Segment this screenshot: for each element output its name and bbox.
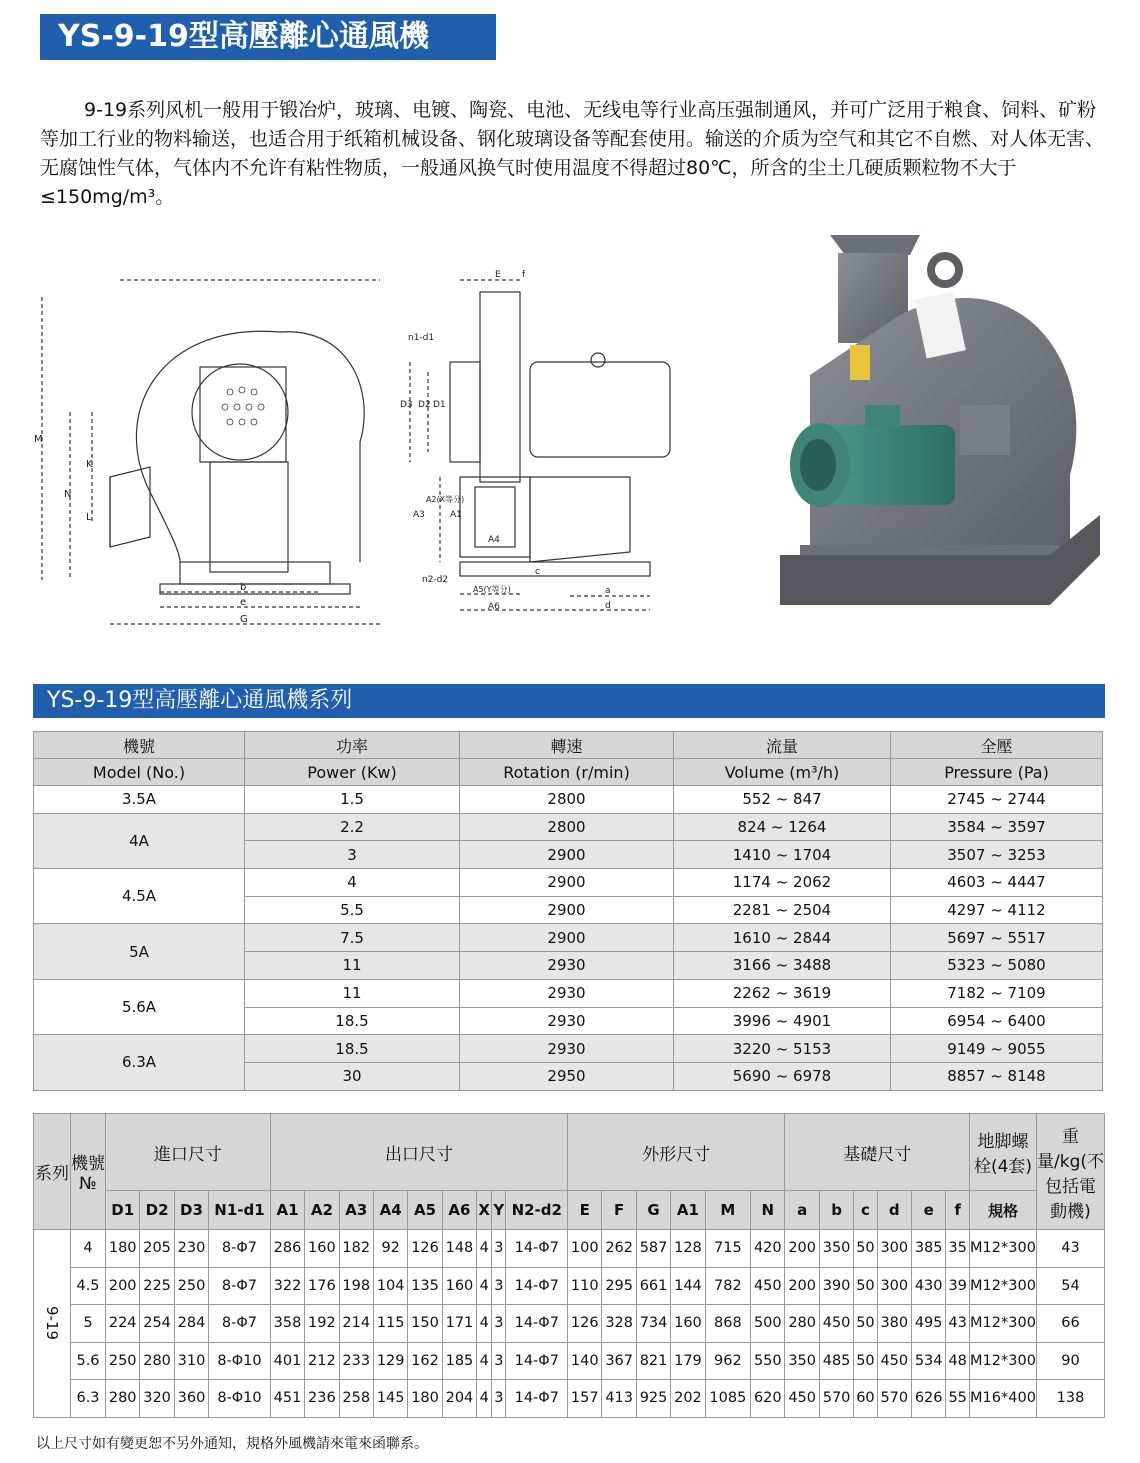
dim-cell: 138 xyxy=(1037,1380,1105,1418)
volume-cell: 5690 ~ 6978 xyxy=(674,1062,891,1090)
dim-cell: 104 xyxy=(373,1267,407,1305)
dim-cell: 214 xyxy=(339,1305,373,1343)
dim-cell: 4 xyxy=(477,1380,492,1418)
dim-cell: 310 xyxy=(174,1342,208,1380)
dim-cell: 4 xyxy=(477,1267,492,1305)
perf-header-volume-cn: 流量 xyxy=(674,732,891,759)
pressure-cell: 4297 ~ 4112 xyxy=(891,896,1103,924)
rotation-cell: 2930 xyxy=(460,1007,674,1035)
volume-cell: 1174 ~ 2062 xyxy=(674,869,891,897)
volume-cell: 2262 ~ 3619 xyxy=(674,979,891,1007)
dim-cell: 500 xyxy=(751,1305,785,1343)
dim-cell: 200 xyxy=(785,1230,819,1268)
dim-cell: 200 xyxy=(106,1267,140,1305)
dim-cell: 35 xyxy=(946,1230,970,1268)
dim-cell: 230 xyxy=(174,1230,208,1268)
dim-cell: 182 xyxy=(339,1230,373,1268)
dim-cell: 55 xyxy=(946,1380,970,1418)
dim-cell: 198 xyxy=(339,1267,373,1305)
dim-cell: 100 xyxy=(568,1230,602,1268)
power-cell: 5.5 xyxy=(245,896,460,924)
dim-cell: 14-Φ7 xyxy=(506,1267,568,1305)
label-e: e xyxy=(240,597,247,608)
dim-cell: 192 xyxy=(305,1305,339,1343)
perf-header-cn xyxy=(34,732,1103,759)
dim-cell: 258 xyxy=(339,1380,373,1418)
dim-subheader: A1 xyxy=(671,1191,705,1230)
dim-cell: 485 xyxy=(819,1342,853,1380)
dim-cell: 8-Φ7 xyxy=(209,1305,271,1343)
dim-cell: 8-Φ10 xyxy=(209,1342,271,1380)
table-row xyxy=(34,924,1103,952)
pressure-cell: 3584 ~ 3597 xyxy=(891,813,1103,841)
dim-header-series: 系列 xyxy=(34,1114,71,1230)
dim-cell: 110 xyxy=(568,1267,602,1305)
rotation-cell: 2930 xyxy=(460,952,674,980)
dim-cell: 50 xyxy=(854,1230,877,1268)
model-cell: 6.3A xyxy=(34,1035,245,1090)
dim-cell: 43 xyxy=(1037,1230,1105,1268)
dim-cell: 160 xyxy=(442,1267,476,1305)
pressure-cell: 7182 ~ 7109 xyxy=(891,979,1103,1007)
dim-subheader: G xyxy=(636,1191,670,1230)
pressure-cell: 9149 ~ 9055 xyxy=(891,1035,1103,1063)
dim-header-bolt: 地脚螺栓(4套) xyxy=(970,1114,1037,1191)
rotation-cell: 2930 xyxy=(460,979,674,1007)
label-D3: D3 xyxy=(400,400,413,410)
rotation-cell: 2900 xyxy=(460,896,674,924)
technical-drawing xyxy=(30,262,750,642)
dim-cell: 385 xyxy=(911,1230,945,1268)
dim-cell: 14-Φ7 xyxy=(506,1230,568,1268)
dim-cell: 626 xyxy=(911,1380,945,1418)
dim-subheader: f xyxy=(946,1191,970,1230)
dim-cell: 401 xyxy=(270,1342,304,1380)
dim-cell: 390 xyxy=(819,1267,853,1305)
label-a: a xyxy=(605,586,611,596)
label-A4: A4 xyxy=(488,535,500,545)
dim-cell: 358 xyxy=(270,1305,304,1343)
dim-cell: 200 xyxy=(785,1267,819,1305)
table-row xyxy=(34,1267,1105,1305)
dim-cell: 413 xyxy=(602,1380,636,1418)
perf-header-volume-en: Volume (m³/h) xyxy=(674,759,891,786)
dim-cell: 233 xyxy=(339,1342,373,1380)
rotation-cell: 2900 xyxy=(460,869,674,897)
label-D1: D1 xyxy=(433,400,446,410)
power-cell: 7.5 xyxy=(245,924,460,952)
dim-cell: 236 xyxy=(305,1380,339,1418)
rotation-cell: 2930 xyxy=(460,1035,674,1063)
dim-subheader: M xyxy=(705,1191,750,1230)
dim-cell: 129 xyxy=(373,1342,407,1380)
dim-cell: 180 xyxy=(408,1380,442,1418)
dim-cell: 92 xyxy=(373,1230,407,1268)
dim-subheader: X xyxy=(477,1191,492,1230)
dim-cell: 280 xyxy=(106,1380,140,1418)
dim-cell: 450 xyxy=(785,1380,819,1418)
dim-cell: 734 xyxy=(636,1305,670,1343)
dim-cell: 420 xyxy=(751,1230,785,1268)
label-n2-d2: n2-d2 xyxy=(422,575,449,585)
dim-subheader: A4 xyxy=(373,1191,407,1230)
dim-cell: 451 xyxy=(270,1380,304,1418)
dim-header-outlet: 出口尺寸 xyxy=(270,1114,567,1191)
dim-cell: 250 xyxy=(174,1267,208,1305)
dim-cell: 284 xyxy=(174,1305,208,1343)
power-cell: 18.5 xyxy=(245,1007,460,1035)
dim-cell: 8-Φ7 xyxy=(209,1267,271,1305)
dim-cell: 322 xyxy=(270,1267,304,1305)
dim-cell: 280 xyxy=(140,1342,174,1380)
dim-cell: 50 xyxy=(854,1342,877,1380)
dim-cell: 367 xyxy=(602,1342,636,1380)
dim-header-inlet: 進口尺寸 xyxy=(106,1114,271,1191)
rotation-cell: 2900 xyxy=(460,924,674,952)
dim-header-row-2 xyxy=(34,1191,1105,1230)
dim-cell: 254 xyxy=(140,1305,174,1343)
dim-cell: 570 xyxy=(877,1380,911,1418)
model-cell: 4 xyxy=(71,1230,106,1268)
dim-cell: 205 xyxy=(140,1230,174,1268)
pressure-cell: 2745 ~ 2744 xyxy=(891,786,1103,814)
dim-cell: 185 xyxy=(442,1342,476,1380)
dim-cell: 8-Φ7 xyxy=(209,1230,271,1268)
dim-subheader: D1 xyxy=(106,1191,140,1230)
table-row xyxy=(34,1035,1103,1063)
perf-header-power-en: Power (Kw) xyxy=(245,759,460,786)
dim-cell: 179 xyxy=(671,1342,705,1380)
dim-cell: 176 xyxy=(305,1267,339,1305)
dim-cell: 250 xyxy=(106,1342,140,1380)
dim-cell: M12*300 xyxy=(970,1305,1037,1343)
dim-cell: 3 xyxy=(492,1342,506,1380)
dim-cell: 925 xyxy=(636,1380,670,1418)
dim-cell: 126 xyxy=(568,1305,602,1343)
label-A6: A6 xyxy=(488,602,500,612)
dim-header-outline: 外形尺寸 xyxy=(568,1114,785,1191)
dim-cell: 224 xyxy=(106,1305,140,1343)
volume-cell: 824 ~ 1264 xyxy=(674,813,891,841)
dim-cell: 868 xyxy=(705,1305,750,1343)
dim-cell: 430 xyxy=(911,1267,945,1305)
intro-text: 9-19系列风机一般用于锻冶炉，玻璃、电镀、陶瓷、电池、无线电等行业高压强制通风，并可广泛用于粮食、饲料、矿粉等加工行业的物料输送，也适合用于纸箱机械设备、钢化玻璃设备等配套使用。输送的介质为空气和其它不自燃、对人体无害、无腐蚀性气体，气体内不允许有粘性物质，一般通风换气时使用温度不得超过80℃，所含的尘土几硬质颗粒物不大于≤150mg/m³。 xyxy=(40,99,1105,208)
dim-subheader: e xyxy=(911,1191,945,1230)
label-d: d xyxy=(605,601,611,611)
dim-cell: 3 xyxy=(492,1267,506,1305)
label-D2: D2 xyxy=(418,400,431,410)
fan-product-photo xyxy=(770,225,1110,665)
label-N: N xyxy=(64,489,72,500)
dim-cell: 14-Φ7 xyxy=(506,1380,568,1418)
perf-header-en xyxy=(34,759,1103,786)
dim-header-foundation: 基礎尺寸 xyxy=(785,1114,970,1191)
dim-cell: 50 xyxy=(854,1305,877,1343)
perf-header-rotation-cn: 轉速 xyxy=(460,732,674,759)
label-G: G xyxy=(240,614,248,625)
model-cell: 5.6A xyxy=(34,979,245,1034)
dim-cell: 66 xyxy=(1037,1305,1105,1343)
volume-cell: 3220 ~ 5153 xyxy=(674,1035,891,1063)
pressure-cell: 5697 ~ 5517 xyxy=(891,924,1103,952)
series-title: YS-9-19型高壓離心通風機系列 xyxy=(33,684,1105,718)
perf-header-model-cn: 機號 xyxy=(34,732,245,759)
dim-cell: 43 xyxy=(946,1305,970,1343)
dim-cell: 350 xyxy=(785,1342,819,1380)
dim-cell: 450 xyxy=(819,1305,853,1343)
dim-subheader: A6 xyxy=(442,1191,476,1230)
dim-cell: 150 xyxy=(408,1305,442,1343)
dim-cell: 350 xyxy=(819,1230,853,1268)
dim-cell: 280 xyxy=(785,1305,819,1343)
table-row xyxy=(34,813,1103,841)
dim-subheader: A2 xyxy=(305,1191,339,1230)
volume-cell: 552 ~ 847 xyxy=(674,786,891,814)
dim-cell: 360 xyxy=(174,1380,208,1418)
dim-cell: 54 xyxy=(1037,1267,1105,1305)
dim-subheader: N2-d2 xyxy=(506,1191,568,1230)
rotation-cell: 2900 xyxy=(460,841,674,869)
dim-cell: 450 xyxy=(877,1342,911,1380)
perf-header-model-en: Model (No.) xyxy=(34,759,245,786)
dim-cell: 821 xyxy=(636,1342,670,1380)
dim-cell: 300 xyxy=(877,1267,911,1305)
pressure-cell: 8857 ~ 8148 xyxy=(891,1062,1103,1090)
model-cell: 5 xyxy=(71,1305,106,1343)
dim-cell: 570 xyxy=(819,1380,853,1418)
dim-cell: 782 xyxy=(705,1267,750,1305)
pressure-cell: 4603 ~ 4447 xyxy=(891,869,1103,897)
dim-cell: 160 xyxy=(305,1230,339,1268)
dim-cell: 262 xyxy=(602,1230,636,1268)
label-A3: A3 xyxy=(413,510,425,520)
dim-cell: 620 xyxy=(751,1380,785,1418)
power-cell: 4 xyxy=(245,869,460,897)
dim-header-row-1 xyxy=(34,1114,1105,1191)
power-cell: 11 xyxy=(245,952,460,980)
dim-cell: 380 xyxy=(877,1305,911,1343)
volume-cell: 2281 ~ 2504 xyxy=(674,896,891,924)
dim-cell: 145 xyxy=(373,1380,407,1418)
dim-subheader: D2 xyxy=(140,1191,174,1230)
series-cell: 9-19 xyxy=(34,1230,71,1418)
dim-cell: 715 xyxy=(705,1230,750,1268)
dim-subheader: E xyxy=(568,1191,602,1230)
rotation-cell: 2800 xyxy=(460,813,674,841)
dim-cell: 587 xyxy=(636,1230,670,1268)
dim-cell: 495 xyxy=(911,1305,945,1343)
dim-cell: 328 xyxy=(602,1305,636,1343)
dim-subheader: b xyxy=(819,1191,853,1230)
dim-cell: 202 xyxy=(671,1380,705,1418)
dim-cell: 171 xyxy=(442,1305,476,1343)
dim-cell: 4 xyxy=(477,1230,492,1268)
volume-cell: 3996 ~ 4901 xyxy=(674,1007,891,1035)
label-n1-d1: n1-d1 xyxy=(408,333,435,343)
dim-subheader: N xyxy=(751,1191,785,1230)
dim-cell: 212 xyxy=(305,1342,339,1380)
label-A5: A5(Y等分) xyxy=(473,585,511,594)
front-view xyxy=(410,280,670,610)
perf-header-power-cn: 功率 xyxy=(245,732,460,759)
dim-cell: 8-Φ10 xyxy=(209,1380,271,1418)
model-cell: 5.6 xyxy=(71,1342,106,1380)
dim-cell: 3 xyxy=(492,1305,506,1343)
dim-cell: 115 xyxy=(373,1305,407,1343)
label-A1: A1 xyxy=(450,510,462,520)
table-row xyxy=(34,1380,1105,1418)
label-K: K xyxy=(86,459,93,470)
dim-cell: 4 xyxy=(477,1305,492,1343)
dim-cell: 148 xyxy=(442,1230,476,1268)
dimension-table xyxy=(33,1113,1105,1418)
label-M: M xyxy=(34,434,43,445)
label-A2: A2(X等分) xyxy=(426,495,465,504)
dim-cell: 126 xyxy=(408,1230,442,1268)
dim-subheader: D3 xyxy=(174,1191,208,1230)
perf-header-pressure-en: Pressure (Pa) xyxy=(891,759,1103,786)
dim-cell: 204 xyxy=(442,1380,476,1418)
pressure-cell: 6954 ~ 6400 xyxy=(891,1007,1103,1035)
footer-note: 以上尺寸如有變更恕不另外通知，規格外風機請來電來函聯系。 xyxy=(36,1436,428,1452)
dim-cell: 48 xyxy=(946,1342,970,1380)
volume-cell: 1410 ~ 1704 xyxy=(674,841,891,869)
power-cell: 2.2 xyxy=(245,813,460,841)
dim-cell: 225 xyxy=(140,1267,174,1305)
power-cell: 1.5 xyxy=(245,786,460,814)
dim-cell: 144 xyxy=(671,1267,705,1305)
page-title: YS-9-19型高壓離心通風機 xyxy=(40,14,496,60)
pressure-cell: 3507 ~ 3253 xyxy=(891,841,1103,869)
label-L: L xyxy=(86,512,92,523)
rotation-cell: 2950 xyxy=(460,1062,674,1090)
dim-cell: 4 xyxy=(477,1342,492,1380)
label-f: f xyxy=(522,270,526,280)
dim-cell: M12*300 xyxy=(970,1342,1037,1380)
dim-cell: 160 xyxy=(671,1305,705,1343)
model-cell: 5A xyxy=(34,924,245,979)
dim-cell: 140 xyxy=(568,1342,602,1380)
dim-cell: M12*300 xyxy=(970,1267,1037,1305)
dim-subheader: Y xyxy=(492,1191,506,1230)
dim-cell: 3 xyxy=(492,1380,506,1418)
perf-header-rotation-en: Rotation (r/min) xyxy=(460,759,674,786)
dim-cell: 162 xyxy=(408,1342,442,1380)
dim-cell: 661 xyxy=(636,1267,670,1305)
volume-cell: 1610 ~ 2844 xyxy=(674,924,891,952)
dim-subheader: d xyxy=(877,1191,911,1230)
dim-cell: M16*400 xyxy=(970,1380,1037,1418)
dim-subheader: c xyxy=(854,1191,877,1230)
power-cell: 3 xyxy=(245,841,460,869)
table-row xyxy=(34,979,1103,1007)
model-cell: 6.3 xyxy=(71,1380,106,1418)
power-cell: 30 xyxy=(245,1062,460,1090)
dim-subheader: N1-d1 xyxy=(209,1191,271,1230)
dim-cell: 39 xyxy=(946,1267,970,1305)
dim-cell: 3 xyxy=(492,1230,506,1268)
dim-subheader-bolt-spec: 規格 xyxy=(970,1191,1037,1230)
dim-cell: 180 xyxy=(106,1230,140,1268)
volume-cell: 3166 ~ 3488 xyxy=(674,952,891,980)
dim-cell: 60 xyxy=(854,1380,877,1418)
label-c: c xyxy=(535,567,540,577)
dim-subheader: A3 xyxy=(339,1191,373,1230)
dim-header-weight: 重量/kg(不包括電動機) xyxy=(1037,1114,1105,1230)
rotation-cell: 2800 xyxy=(460,786,674,814)
dim-cell: 550 xyxy=(751,1342,785,1380)
table-row xyxy=(34,1230,1105,1268)
dim-subheader: A1 xyxy=(270,1191,304,1230)
table-row xyxy=(34,1305,1105,1343)
dim-cell: 534 xyxy=(911,1342,945,1380)
dim-subheader: a xyxy=(785,1191,819,1230)
dim-cell: 128 xyxy=(671,1230,705,1268)
table-row xyxy=(34,869,1103,897)
dim-cell: 14-Φ7 xyxy=(506,1305,568,1343)
pressure-cell: 5323 ~ 5080 xyxy=(891,952,1103,980)
dim-cell: 286 xyxy=(270,1230,304,1268)
dim-subheader: F xyxy=(602,1191,636,1230)
performance-table xyxy=(33,731,1103,1091)
dim-cell: 14-Φ7 xyxy=(506,1342,568,1380)
dim-cell: 450 xyxy=(751,1267,785,1305)
table-row xyxy=(34,1342,1105,1380)
dim-cell: 320 xyxy=(140,1380,174,1418)
perf-header-pressure-cn: 全壓 xyxy=(891,732,1103,759)
model-cell: 4.5A xyxy=(34,869,245,924)
table-row xyxy=(34,786,1103,814)
dim-cell: 300 xyxy=(877,1230,911,1268)
side-view xyxy=(42,280,380,624)
dim-subheader: A5 xyxy=(408,1191,442,1230)
dim-cell: 962 xyxy=(705,1342,750,1380)
dim-cell: 135 xyxy=(408,1267,442,1305)
dim-cell: 295 xyxy=(602,1267,636,1305)
power-cell: 18.5 xyxy=(245,1035,460,1063)
dim-cell: 1085 xyxy=(705,1380,750,1418)
model-cell: 4.5 xyxy=(71,1267,106,1305)
dim-cell: 90 xyxy=(1037,1342,1105,1380)
dim-cell: M12*300 xyxy=(970,1230,1037,1268)
model-cell: 4A xyxy=(34,813,245,868)
dim-cell: 50 xyxy=(854,1267,877,1305)
dim-header-model: 機號№ xyxy=(71,1114,106,1230)
power-cell: 11 xyxy=(245,979,460,1007)
model-cell: 3.5A xyxy=(34,786,245,814)
label-E: E xyxy=(495,270,501,280)
dim-cell: 157 xyxy=(568,1380,602,1418)
label-b: b xyxy=(240,582,247,593)
